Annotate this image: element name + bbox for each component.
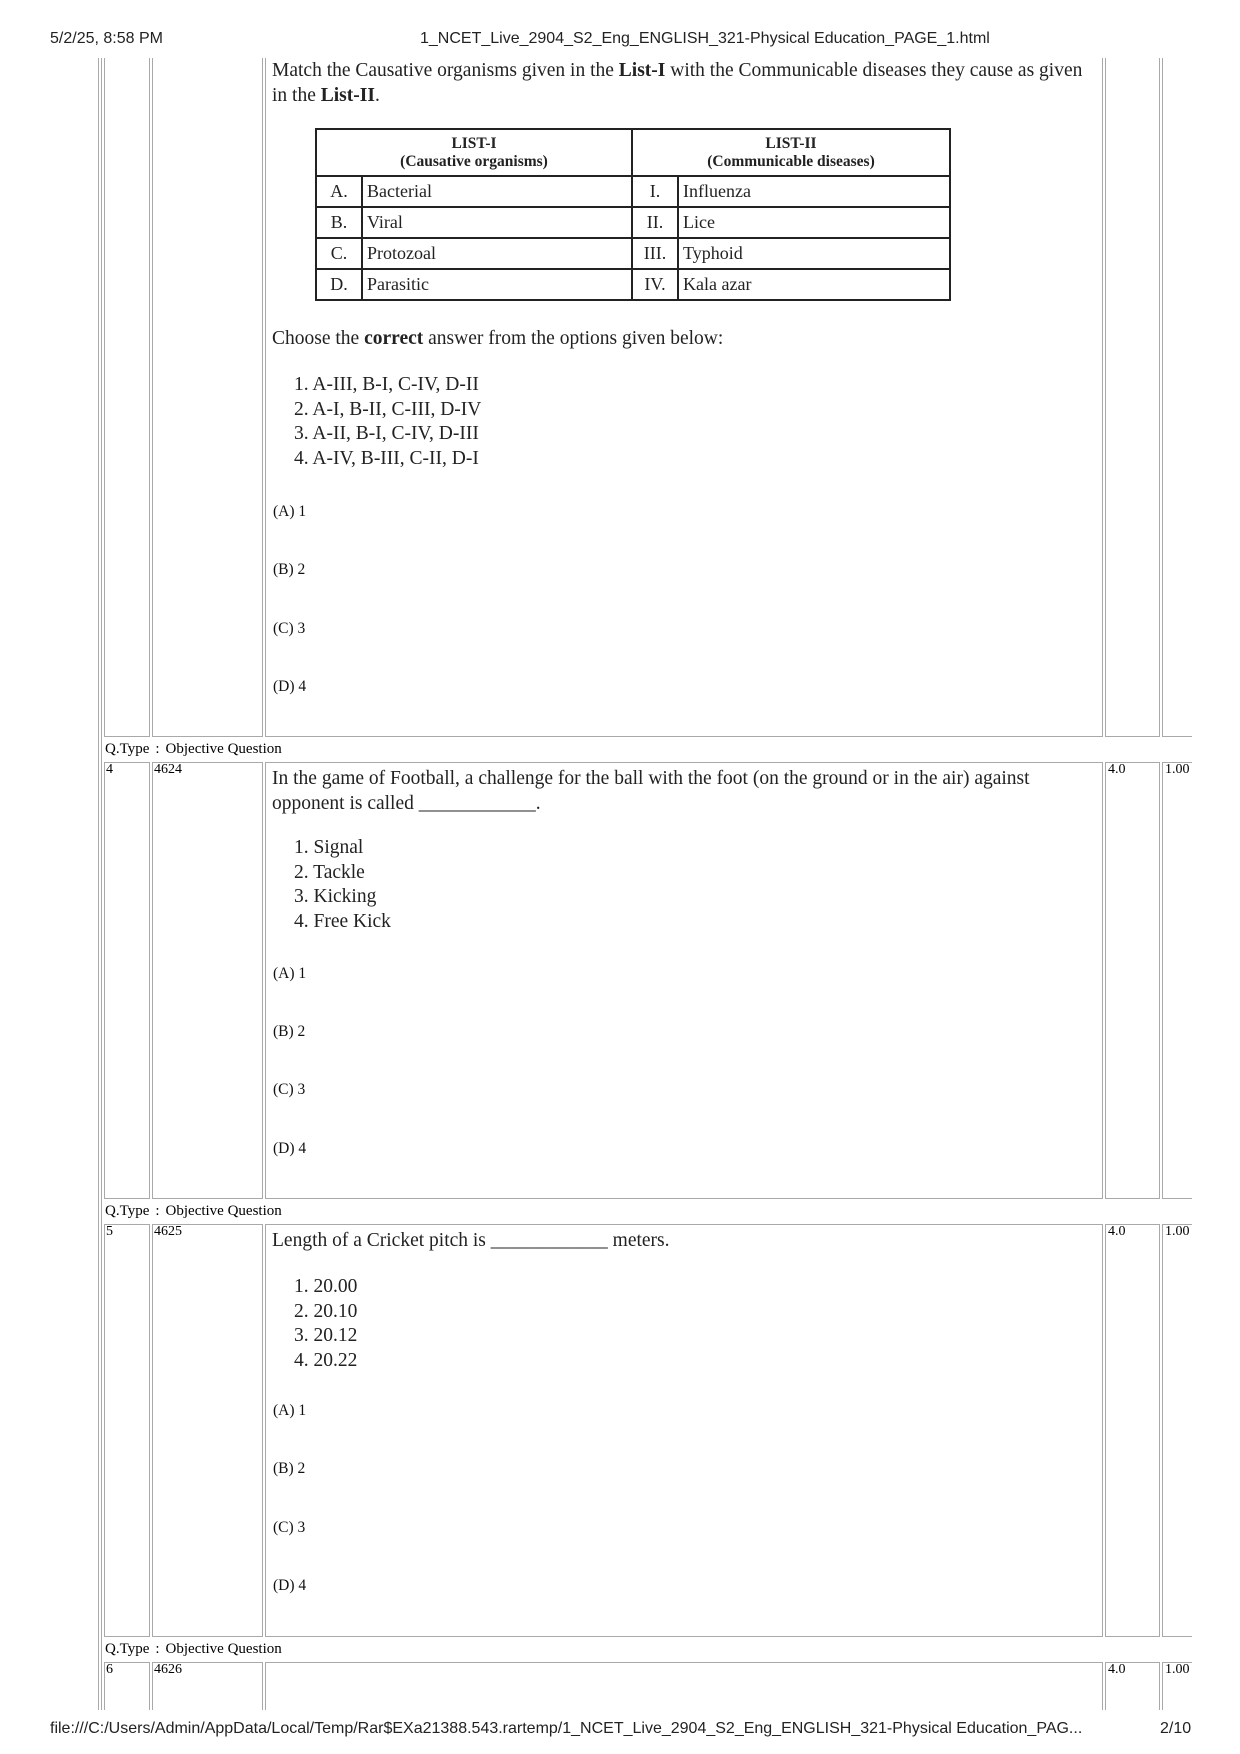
q3-instruction: Choose the correct answer from the options given below: [272, 328, 724, 349]
outer-border-left-inner [101, 58, 102, 1710]
q5-answer-d: (D) 4 [273, 1577, 307, 1594]
q3-answer-d: (D) 4 [273, 678, 307, 695]
q5-marks-cell [1105, 1224, 1160, 1637]
list-1-header: LIST-I (Causative organisms) [316, 129, 632, 176]
q5-answer-b: (B) 2 [273, 1460, 306, 1477]
q3-answer-a: (A) 1 [273, 503, 307, 520]
q3-marks-cell [1105, 58, 1160, 737]
table-row: D. Parasitic IV. Kala azar [316, 269, 950, 300]
q4-marks-cell [1105, 762, 1160, 1199]
q5-question-id: 4625 [154, 1224, 182, 1239]
list-item: 3. A-II, B-I, C-IV, D-III [294, 423, 479, 444]
q6-question-cell [265, 1662, 1103, 1710]
q3-neg-cell [1162, 58, 1192, 737]
list-item: 4. 20.22 [294, 1349, 358, 1371]
table-row: C. Protozoal III. Typhoid [316, 238, 950, 269]
q5-answer-a: (A) 1 [273, 1402, 307, 1419]
list-item: 2. A-I, B-II, C-III, D-IV [294, 398, 482, 420]
q5-question-text: Length of a Cricket pitch is ____________ meters. [272, 1230, 670, 1251]
q5-num-cell [104, 1224, 150, 1637]
q4-neg-cell [1162, 762, 1192, 1199]
q4-qtype: Q.Type : Objective Question [105, 741, 282, 757]
q5-marks: 4.0 [1108, 1224, 1126, 1239]
q4-question-text: In the game of Football, a challenge for the ball with the foot (on the ground or in the air) against opponent is called ____________. [272, 768, 1030, 814]
q3-option-list [294, 373, 481, 471]
table-row: A. Bacterial I. Influenza [316, 176, 950, 207]
table-row: B. Viral II. Lice [316, 207, 950, 238]
q3-num-cell [104, 58, 150, 737]
q6-marks: 4.0 [1108, 1662, 1126, 1677]
q4-question-id: 4624 [154, 762, 182, 777]
q3-answer-b: (B) 2 [273, 561, 306, 578]
list-item: 4. Free Kick [294, 910, 391, 932]
q4-answer-d: (D) 4 [273, 1140, 307, 1157]
outer-border-left [98, 58, 99, 1710]
list-item: 1. A-III, B-I, C-IV, D-II [294, 374, 479, 395]
q6-number: 6 [106, 1662, 113, 1677]
list-item: 2. 20.10 [294, 1300, 358, 1322]
q4-question-cell [265, 762, 1103, 1199]
q5-id-cell [152, 1224, 263, 1637]
matching-table [315, 128, 951, 301]
print-filename: 1_NCET_Live_2904_S2_Eng_ENGLISH_321-Physical Education_PAGE_1.html [420, 30, 990, 47]
q3-question-text: Match the Causative organisms given in the List-I with the Communicable diseases they cause as given in the List-II. [272, 60, 1083, 106]
q4-option-list [294, 836, 391, 934]
q6-negative-marks: 1.00 [1165, 1662, 1190, 1677]
print-file-path: file:///C:/Users/Admin/AppData/Local/Temp/Rar$EXa21388.543.rartemp/1_NCET_Live_2904_S2_Eng_ENGLISH_321-Physical Education_PAG... [50, 1720, 1083, 1737]
q5-question-cell [265, 1224, 1103, 1637]
q4-answer-b: (B) 2 [273, 1023, 306, 1040]
list-2-header: LIST-II (Communicable diseases) [632, 129, 950, 176]
q5-option-list [294, 1275, 357, 1373]
print-datetime: 5/2/25, 8:58 PM [50, 30, 163, 47]
list-item: 1. 20.00 [294, 1276, 358, 1297]
print-page-number: 2/10 [1160, 1720, 1192, 1737]
q5-neg-cell [1162, 1224, 1192, 1637]
list-item: 3. 20.12 [294, 1325, 358, 1346]
list-item: 4. A-IV, B-III, C-II, D-I [294, 447, 479, 469]
list-item: 1. Signal [294, 837, 364, 858]
q4-marks: 4.0 [1108, 762, 1126, 777]
q4-negative-marks: 1.00 [1165, 762, 1190, 777]
q4-number: 4 [106, 762, 113, 777]
q5-number: 5 [106, 1224, 113, 1239]
list-item: 2. Tackle [294, 861, 365, 883]
q6-question-id: 4626 [154, 1662, 182, 1677]
q5-answer-c: (C) 3 [273, 1519, 306, 1536]
q3-id-cell [152, 58, 263, 737]
q3-answer-c: (C) 3 [273, 620, 306, 637]
q4-answer-c: (C) 3 [273, 1081, 306, 1098]
q4-answer-a: (A) 1 [273, 965, 307, 982]
list-item: 3. Kicking [294, 886, 377, 907]
q5-negative-marks: 1.00 [1165, 1224, 1190, 1239]
q6-qtype: Q.Type : Objective Question [105, 1641, 282, 1657]
q5-qtype: Q.Type : Objective Question [105, 1203, 282, 1219]
q4-num-cell [104, 762, 150, 1199]
q4-id-cell [152, 762, 263, 1199]
